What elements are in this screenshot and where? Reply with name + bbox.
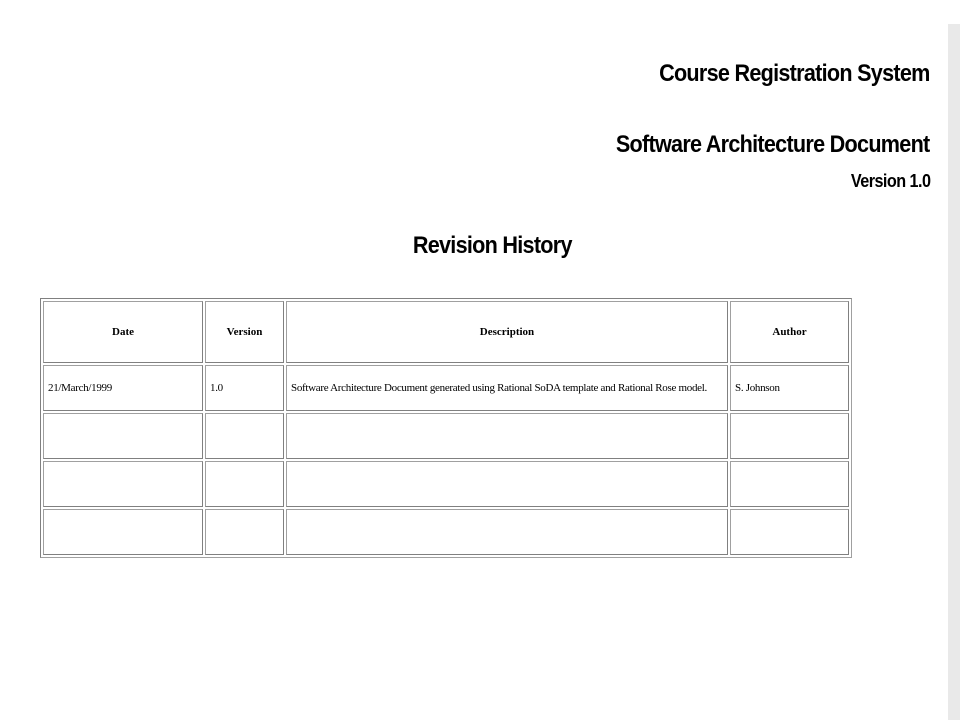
- cell-version: [205, 461, 284, 507]
- column-header-version: Version: [205, 301, 284, 363]
- cell-date: [43, 461, 203, 507]
- cell-description: [286, 509, 728, 555]
- cell-date: [43, 509, 203, 555]
- table-row: [43, 413, 849, 459]
- column-header-description: Description: [286, 301, 728, 363]
- cell-author: [730, 461, 849, 507]
- cell-author: [730, 509, 849, 555]
- system-title: Course Registration System: [659, 60, 930, 87]
- document-title: Software Architecture Document: [616, 131, 930, 158]
- column-header-author: Author: [730, 301, 849, 363]
- revision-history-table: [40, 298, 852, 558]
- cell-author: S. Johnson: [730, 365, 849, 411]
- table-row: [43, 461, 849, 507]
- table-row: [43, 509, 849, 555]
- cell-version: 1.0: [205, 365, 284, 411]
- table-row: [43, 365, 849, 411]
- table-header-row: [43, 301, 849, 363]
- revision-history-heading: [0, 232, 960, 260]
- vertical-scrollbar[interactable]: [948, 24, 960, 720]
- document-version: Version 1.0: [850, 171, 930, 191]
- cell-description: [286, 413, 728, 459]
- column-header-date: Date: [43, 301, 203, 363]
- revision-history-heading-text: Revision History: [412, 232, 572, 259]
- cell-version: [205, 413, 284, 459]
- cell-description: [286, 461, 728, 507]
- cell-version: [205, 509, 284, 555]
- cell-description: Software Architecture Document generated using Rational SoDA template and Rational Rose model.: [286, 365, 728, 411]
- cell-date: 21/March/1999: [43, 365, 203, 411]
- cell-date: [43, 413, 203, 459]
- cell-author: [730, 413, 849, 459]
